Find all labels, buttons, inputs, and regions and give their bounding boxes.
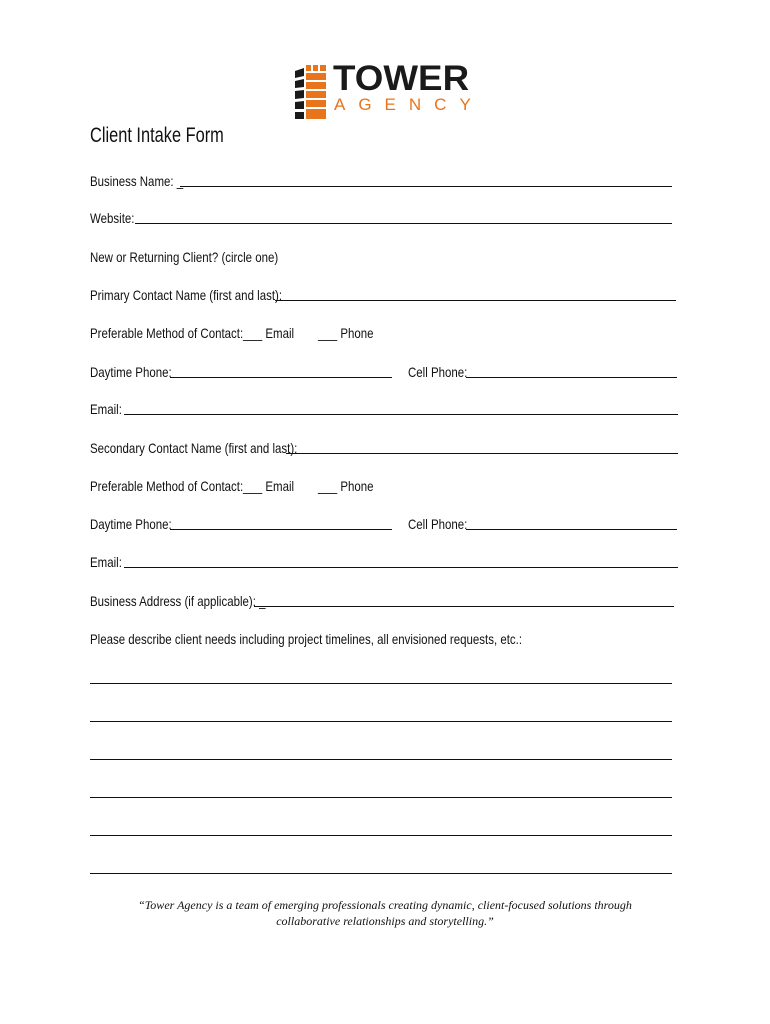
answer-line[interactable]	[90, 873, 672, 874]
email-label: Email:	[90, 401, 122, 417]
primary-contact-field[interactable]	[275, 300, 676, 301]
answer-line[interactable]	[90, 759, 672, 760]
method-phone-option[interactable]: ___ Phone	[318, 325, 374, 341]
logo-wordmark-tower: TOWER	[333, 59, 470, 98]
daytime-phone-label: Daytime Phone:	[90, 364, 172, 380]
email-field[interactable]	[124, 414, 678, 415]
cell-phone-label: Cell Phone:	[408, 364, 468, 380]
answer-line[interactable]	[90, 797, 672, 798]
business-address-field[interactable]	[254, 606, 674, 607]
cell-phone-label: Cell Phone:	[408, 516, 468, 532]
logo-wordmark-agency: AGENCY	[334, 95, 484, 114]
daytime-phone-label: Daytime Phone:	[90, 516, 172, 532]
website-field[interactable]	[135, 223, 672, 224]
secondary-contact-label: Secondary Contact Name (first and last):	[90, 440, 298, 456]
daytime-phone-field[interactable]	[170, 529, 392, 530]
email-field[interactable]	[124, 567, 678, 568]
secondary-contact-field[interactable]	[286, 453, 678, 454]
new-or-returning-label: New or Returning Client? (circle one)	[90, 249, 279, 265]
cell-phone-field[interactable]	[466, 377, 677, 378]
quote-line: collaborative relationships and storytelling.”	[276, 914, 494, 928]
preferable-method-label: Preferable Method of Contact:	[90, 325, 244, 341]
cell-phone-field[interactable]	[466, 529, 677, 530]
method-email-option[interactable]: ___ Email	[243, 478, 295, 494]
daytime-phone-field[interactable]	[170, 377, 392, 378]
agency-quote	[100, 897, 670, 929]
form-title: Client Intake Form	[90, 124, 224, 147]
business-name-field[interactable]	[180, 186, 672, 187]
method-phone-option[interactable]: ___ Phone	[318, 478, 374, 494]
method-email-option[interactable]: ___ Email	[243, 325, 295, 341]
primary-contact-label: Primary Contact Name (first and last):	[90, 287, 283, 303]
preferable-method-label: Preferable Method of Contact:	[90, 478, 244, 494]
answer-line[interactable]	[90, 721, 672, 722]
business-name-label: Business Name: _	[90, 173, 184, 189]
answer-line[interactable]	[90, 683, 672, 684]
website-label: Website:	[90, 210, 135, 226]
email-label: Email:	[90, 554, 122, 570]
quote-line: “Tower Agency is a team of emerging professionals creating dynamic, client-focused solutions through	[138, 898, 632, 912]
describe-needs-label: Please describe client needs including project timelines, all envisioned requests, etc.:	[90, 631, 523, 647]
tower-agency-logo	[293, 59, 484, 123]
answer-line[interactable]	[90, 835, 672, 836]
business-address-label: Business Address (if applicable): _	[90, 593, 266, 609]
tower-logo-icon	[293, 63, 329, 121]
